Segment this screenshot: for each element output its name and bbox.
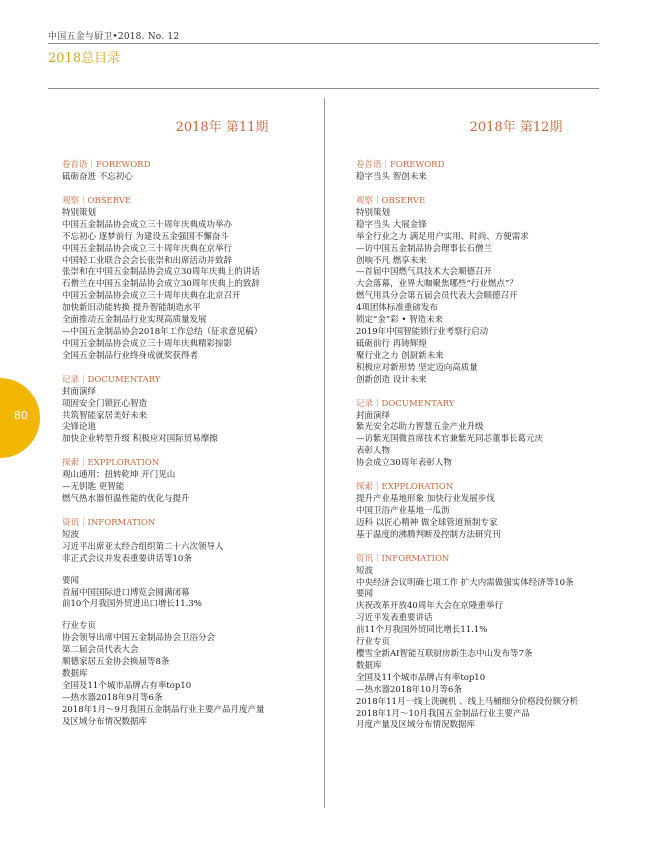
toc-entry: 习近平出席亚太经合组织第二十六次领导人 <box>62 541 224 552</box>
toc-entry: 2018年11月一线上洗碗机 、线上马桶细分价格段份额分析 <box>356 696 579 707</box>
toc-entry: 砥砺前行 再铸辉煌 <box>356 338 427 349</box>
toc-entry: 稳字当头 大展金锋 <box>356 219 427 230</box>
category-heading: 资讯｜INFORMATION <box>356 553 450 564</box>
toc-entry: 共筑智能家居美好未来 <box>62 410 148 421</box>
toc-entry: 数据库 <box>62 669 88 679</box>
toc-entry: 庆祝改革开放40周年大会在京隆重举行 <box>356 601 503 612</box>
toc-entry: 锁定“金”彩 • 智造未来 <box>356 315 444 326</box>
toc-entry: 全国五金制品行业终身成就奖获得者 <box>62 350 199 361</box>
spacer <box>62 611 322 621</box>
toc-entry: 中国轻工业联合会会长张崇和出席活动并致辞 <box>62 255 233 266</box>
toc-entry: 燃气热水器恒温性能的优化与提升 <box>62 494 190 505</box>
toc-entry: 要闻 <box>62 575 80 586</box>
header-rule <box>48 43 599 44</box>
toc-entry: 2018年1月～9月我国五金制品行业主要产品月度产量 <box>62 704 265 715</box>
left-issue-heading: 2018年 第11期 <box>175 120 269 135</box>
toc-entry: 中央经济会议明确七项工作 扩大内需做强实体经济等10条 <box>356 577 574 588</box>
running-head: 中国五金与厨卫•2018. No. 12 <box>48 32 180 42</box>
toc-entry: 燃气用具分会第五届会员代表大会顺德召开 <box>356 291 518 302</box>
category-heading: 观察｜OBSERVE <box>356 195 426 206</box>
toc-entry: 加快企业转型升级 积极应对国际贸易摩擦 <box>62 434 218 445</box>
category-heading: 卷首语｜FOREWORD <box>62 160 151 170</box>
toc-entry: 全国及11个城市品牌占有率top10 <box>62 680 192 691</box>
toc-entry: 前11个月我国外贸同比增长11.1% <box>356 625 488 636</box>
toc-entry: —热水器2018年9月等6条 <box>62 692 163 703</box>
toc-entry: 要闻 <box>356 589 374 600</box>
toc-entry: —首届中国燃气具技术大会顺德召开 <box>356 267 493 278</box>
category-heading: 卷首语｜FOREWORD <box>356 160 445 170</box>
toc-entry: 中国五金制品协会成立三十周年庆典在北京召开 <box>62 291 241 302</box>
toc-entry: 砥砺奋进 不忘初心 <box>62 172 133 182</box>
toc-entry: 前10个月我国外贸进出口增长11.3% <box>62 599 202 610</box>
toc-entry: 习近平发表重要讲话 <box>356 613 433 624</box>
column-divider <box>324 98 325 808</box>
toc-entry: 创新创造 设计未来 <box>356 374 427 385</box>
category-heading: 观察｜OBSERVE <box>62 195 132 206</box>
toc-entry: 提升产业基地形象 加快行业发展步伐 <box>356 494 495 505</box>
toc-entry: 稳字当头 智创未来 <box>356 172 427 182</box>
toc-entry: 封面演绎 <box>356 410 391 421</box>
spacer <box>62 566 322 576</box>
toc-entry: 不忘初心 逐梦前行 为建设五金强国不懈奋斗 <box>62 231 229 242</box>
toc-entry: 短波 <box>62 529 80 540</box>
toc-entry: 2019年中国智能锁行业考察行启动 <box>356 326 489 337</box>
toc-entry: 协会成立30周年表彰人物 <box>356 458 452 469</box>
toc-entry: 第二届会员代表大会 <box>62 645 139 656</box>
toc-entry: 顺德家居五金协会换届等8条 <box>62 657 170 668</box>
toc-entry: 中国五金制品协会成立三十周年庆典在京举行 <box>62 243 233 254</box>
toc-entry: 首届中国国际进口博览会圆满闭幕 <box>62 587 190 598</box>
toc-entry: 表彰人物 <box>356 446 391 457</box>
toc-entry: 中国五金制品协会成立三十周年庆典精彩掠影 <box>62 338 233 349</box>
toc-entry: 积极应对新形势 坚定迈向高质量 <box>356 362 478 373</box>
toc-entry: 基于温度的沸腾判断及控制方法研究刊 <box>356 529 501 540</box>
toc-entry: 迈科 以匠心精神 做全球管道预制专家 <box>356 517 498 528</box>
toc-entry: 4项团体标准重磅发布 <box>356 303 438 314</box>
toc-entry: 项固安全门锁匠心智造 <box>62 398 148 409</box>
right-issue-heading: 2018年 第12期 <box>469 120 563 135</box>
left-column <box>62 118 322 729</box>
toc-entry: 月度产量及区域分布情况数据库 <box>356 720 476 731</box>
toc-entry: —无钥匙 更智能 <box>62 482 125 493</box>
toc-entry: 协会领导出席中国五金制品协会卫浴分会 <box>62 633 216 644</box>
left-toc <box>62 158 322 729</box>
category-heading: 探索｜EXPPLORATION <box>356 482 454 493</box>
toc-entry: 及区域分布情况数据库 <box>62 716 148 727</box>
toc-entry: 特别策划 <box>62 207 97 218</box>
toc-entry: 中国卫浴产业基地一瓜沥 <box>356 505 450 516</box>
toc-entry: 创响不凡 燃享未来 <box>356 255 427 266</box>
toc-entry: 中国五金制品协会成立三十周年庆典成功举办 <box>62 219 233 230</box>
right-toc <box>356 158 616 732</box>
toc-entry: 全面推动五金制品行业实现高质量发展 <box>62 315 207 326</box>
category-heading: 探索｜EXPPLORATION <box>62 458 160 469</box>
category-heading: 资讯｜INFORMATION <box>62 517 156 528</box>
toc-entry: —中国五金制品协会2018年工作总结（征求意见稿） <box>62 326 263 337</box>
toc-entry: 石僧兰在中国五金制品协会成立30周年庆典上的致辞 <box>62 279 260 290</box>
toc-entry: 聚行业之力 创厨新未来 <box>356 350 444 361</box>
category-heading: 记录｜DOCUMENTARY <box>356 398 455 409</box>
toc-entry: 紫光安全芯助力智慧五金产业升级 <box>356 422 484 433</box>
toc-entry: 举全行业之力 满足用户实用、时尚、方便需求 <box>356 231 529 242</box>
page-number: 80 <box>14 409 28 422</box>
toc-entry: 观山通用：扭转乾坤 开门见山 <box>62 470 176 481</box>
toc-entry: —访中国五金制品协会理事长石僧兰 <box>356 243 493 254</box>
toc-entry: 封面演绎 <box>62 386 97 397</box>
toc-entry: 2018年1月～10月我国五金制品行业主要产品 <box>356 708 530 719</box>
toc-entry: 全国及11个城市品牌占有率top10 <box>356 672 486 683</box>
section-rule <box>48 88 599 89</box>
category-heading: 记录｜DOCUMENTARY <box>62 374 161 385</box>
toc-entry: —访紫光国微首席技术官兼紫光同芯董事长葛元庆 <box>356 434 544 445</box>
toc-entry: 行业专页 <box>62 621 97 632</box>
toc-entry: 大会落幕，业界大咖聚焦哪些“行业燃点”？ <box>356 279 518 290</box>
toc-entry: 加快新旧动能转换 提升智能制造水平 <box>62 303 201 314</box>
toc-entry: —热水器2018年10月等6条 <box>356 684 462 695</box>
toc-entry: 樱雪全新AI智能互联厨房新生态中山发布等7条 <box>356 649 533 659</box>
right-column <box>356 118 616 732</box>
toc-entry: 行业专页 <box>356 637 391 648</box>
toc-entry: 短波 <box>356 565 374 576</box>
toc-entry: 非正式会议并发表重要讲话等10条 <box>62 553 192 564</box>
toc-entry: 特别策划 <box>356 207 391 218</box>
toc-entry: 尖锋论道 <box>62 422 97 433</box>
toc-entry: 数据库 <box>356 660 382 671</box>
section-title: 2018总目录 <box>48 51 121 66</box>
toc-entry: 张崇和在中国五金制品协会成立30周年庆典上的讲话 <box>62 267 260 278</box>
